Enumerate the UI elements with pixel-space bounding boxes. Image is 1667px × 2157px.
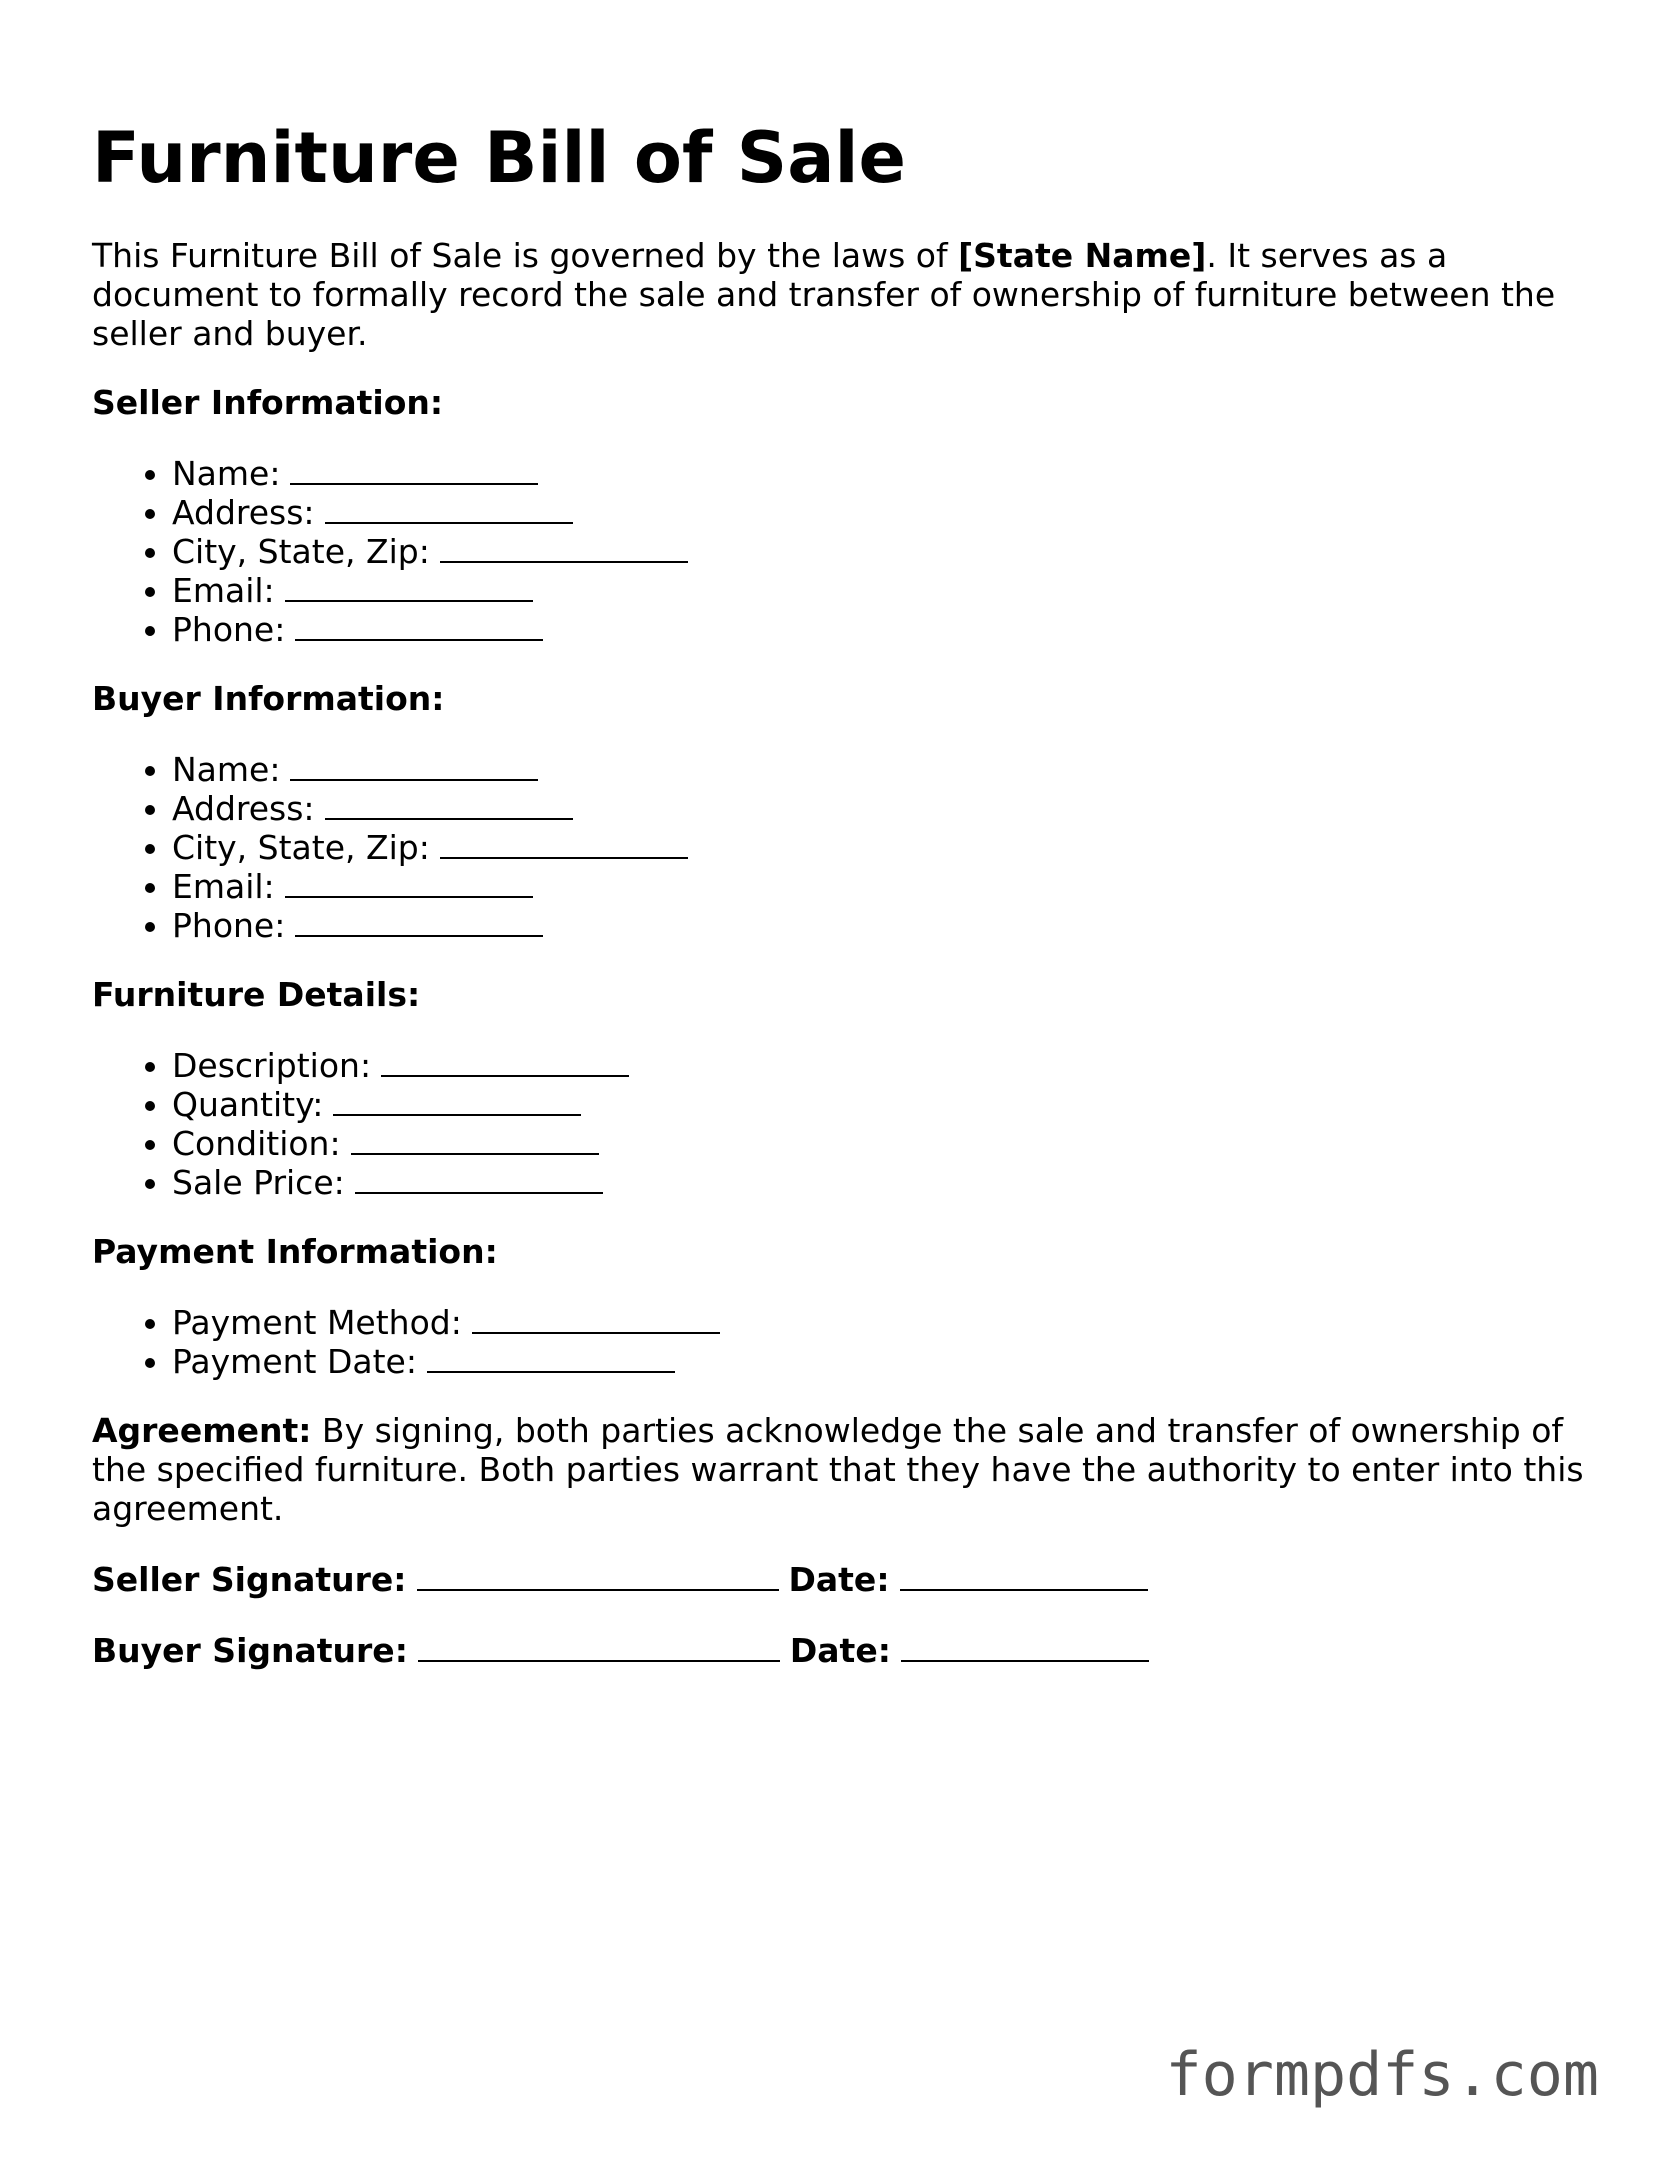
field-label: Address: <box>172 493 315 532</box>
buyer-date-blank[interactable] <box>901 1632 1149 1662</box>
buyer-name-item <box>172 750 1592 789</box>
payment-date-blank[interactable] <box>427 1343 675 1373</box>
buyer-signature-label: Buyer Signature: <box>92 1631 408 1670</box>
seller-date-blank[interactable] <box>900 1561 1148 1591</box>
furniture-details-heading: Furniture Details: <box>92 975 421 1014</box>
furniture-quantity-item <box>172 1085 1592 1124</box>
furniture-sale-price-item <box>172 1163 1592 1202</box>
buyer-email-item <box>172 867 1592 906</box>
furniture-condition-blank[interactable] <box>351 1125 599 1155</box>
buyer-info-heading: Buyer Information: <box>92 679 445 718</box>
agreement-text: By signing, both parties acknowledge the sale and transfer of ownership of the specified furniture. Both parties warrant that they have the authority to enter into this agreement. <box>92 1411 1584 1528</box>
seller-signature-line <box>92 1560 1592 1599</box>
seller-info-list <box>92 454 1592 649</box>
seller-name-item <box>172 454 1592 493</box>
furniture-quantity-blank[interactable] <box>333 1086 581 1116</box>
payment-info-heading: Payment Information: <box>92 1232 498 1271</box>
buyer-city-state-zip-item <box>172 828 1592 867</box>
furniture-condition-item <box>172 1124 1592 1163</box>
payment-method-item <box>172 1303 1592 1342</box>
seller-email-blank[interactable] <box>285 572 533 602</box>
payment-info-list <box>92 1303 1592 1381</box>
field-label: Name: <box>172 454 281 493</box>
seller-name-blank[interactable] <box>290 455 538 485</box>
field-label: Description: <box>172 1046 372 1085</box>
buyer-address-blank[interactable] <box>325 790 573 820</box>
field-label: Name: <box>172 750 281 789</box>
seller-city-state-zip-item <box>172 532 1592 571</box>
seller-phone-item <box>172 610 1592 649</box>
field-label: Payment Date: <box>172 1342 417 1381</box>
buyer-name-blank[interactable] <box>290 751 538 781</box>
field-label: Address: <box>172 789 315 828</box>
buyer-signature-line <box>92 1631 1592 1670</box>
seller-city-state-zip-blank[interactable] <box>440 533 688 563</box>
intro-paragraph <box>92 236 1592 353</box>
agreement-paragraph <box>92 1411 1592 1528</box>
buyer-city-state-zip-blank[interactable] <box>440 829 688 859</box>
field-label: Email: <box>172 867 275 906</box>
seller-signature-blank[interactable] <box>417 1561 779 1591</box>
intro-text-before: This Furniture Bill of Sale is governed by the laws of <box>92 236 959 275</box>
seller-email-item <box>172 571 1592 610</box>
agreement-label: Agreement: <box>92 1411 312 1450</box>
furniture-description-item <box>172 1046 1592 1085</box>
furniture-description-blank[interactable] <box>381 1047 629 1077</box>
furniture-sale-price-blank[interactable] <box>355 1164 603 1194</box>
state-name-placeholder: [State Name] <box>958 236 1207 275</box>
field-label: Email: <box>172 571 275 610</box>
field-label: Payment Method: <box>172 1303 462 1342</box>
buyer-email-blank[interactable] <box>285 868 533 898</box>
buyer-info-list <box>92 750 1592 945</box>
intro-text-after: . It serves as a document to formally record the sale and transfer of ownership of furniture between the seller and buyer. <box>92 236 1556 353</box>
document-title: Furniture Bill of Sale <box>92 117 906 199</box>
payment-date-item <box>172 1342 1592 1381</box>
furniture-details-list <box>92 1046 1592 1202</box>
field-label: Phone: <box>172 610 286 649</box>
buyer-phone-blank[interactable] <box>295 907 543 937</box>
seller-address-blank[interactable] <box>325 494 573 524</box>
seller-date-label: Date: <box>788 1560 890 1599</box>
field-label: Condition: <box>172 1124 341 1163</box>
seller-address-item <box>172 493 1592 532</box>
field-label: City, State, Zip: <box>172 532 430 571</box>
buyer-signature-blank[interactable] <box>418 1632 780 1662</box>
seller-phone-blank[interactable] <box>295 611 543 641</box>
document-page <box>92 118 1592 1670</box>
field-label: City, State, Zip: <box>172 828 430 867</box>
field-label: Sale Price: <box>172 1163 345 1202</box>
watermark-text: formpdfs.com <box>1165 2040 1599 2110</box>
payment-method-blank[interactable] <box>472 1304 720 1334</box>
seller-info-heading: Seller Information: <box>92 383 444 422</box>
buyer-date-label: Date: <box>789 1631 891 1670</box>
buyer-phone-item <box>172 906 1592 945</box>
seller-signature-label: Seller Signature: <box>92 1560 407 1599</box>
field-label: Quantity: <box>172 1085 324 1124</box>
buyer-address-item <box>172 789 1592 828</box>
field-label: Phone: <box>172 906 286 945</box>
